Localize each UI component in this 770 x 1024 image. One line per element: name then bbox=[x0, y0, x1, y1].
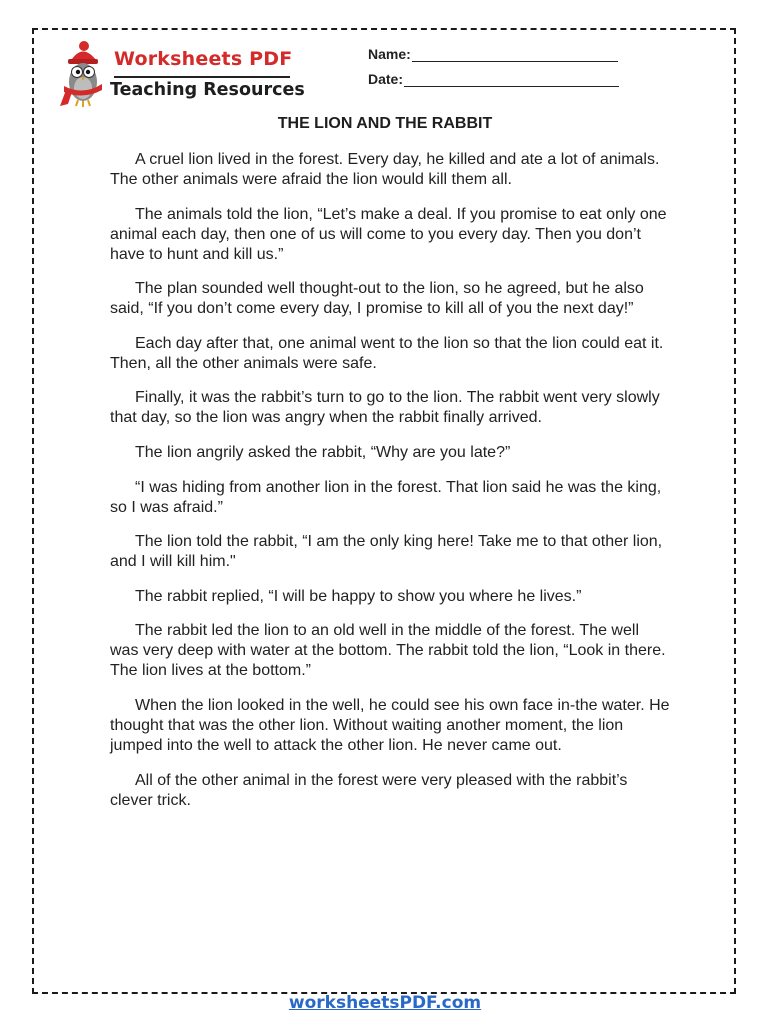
worksheets-pdf-logo[interactable] bbox=[58, 40, 305, 114]
name-blank-line[interactable] bbox=[412, 47, 618, 62]
story-paragraph: “I was hiding from another lion in the forest. That lion said he was the king, so I was afraid.” bbox=[110, 478, 662, 516]
story-paragraph: The animals told the lion, “Let’s make a deal. If you promise to eat only one animal each day, then one of us will come to you every day. Then you don’t have to hunt and kill us.” bbox=[110, 205, 667, 263]
date-blank-line[interactable] bbox=[404, 72, 619, 87]
name-label: Name: bbox=[368, 46, 411, 62]
date-field[interactable] bbox=[368, 71, 619, 87]
logo-title: Worksheets PDF bbox=[114, 48, 293, 70]
story-paragraph: The plan sounded well thought-out to the lion, so he agreed, but he also said, “If you don’t come every day, I promise to kill all of you the next day!” bbox=[110, 280, 644, 318]
footer-website-link[interactable]: worksheetsPDF.com bbox=[288, 993, 482, 1013]
story-paragraph: All of the other animal in the forest were very pleased with the rabbit’s clever trick. bbox=[110, 771, 628, 809]
story-paragraph: The lion told the rabbit, “I am the only king here! Take me to that other lion, and I will kill him." bbox=[110, 533, 663, 571]
story-title: THE LION AND THE RABBIT bbox=[277, 115, 493, 132]
story-paragraph: Each day after that, one animal went to the lion so that the lion could eat it. Then, all the other animals were safe. bbox=[110, 334, 664, 372]
logo-divider bbox=[114, 76, 290, 78]
story-paragraph: The lion angrily asked the rabbit, “Why are you late?” bbox=[135, 443, 511, 461]
owl-mascot-icon bbox=[58, 40, 110, 114]
story-paragraph: When the lion looked in the well, he could see his own face in-the water. He thought that was the other lion. Without waiting another moment, the lion jumped into the well to attack the other lion. He never came out. bbox=[110, 696, 670, 754]
story-paragraph: Finally, it was the rabbit’s turn to go to the lion. The rabbit went very slowly that day, so the lion was angry when the rabbit finally arrived. bbox=[110, 389, 660, 427]
name-field[interactable] bbox=[368, 46, 618, 62]
story-paragraph: The rabbit replied, “I will be happy to show you where he lives.” bbox=[135, 587, 582, 605]
date-label: Date: bbox=[368, 71, 404, 87]
story-body bbox=[110, 150, 670, 825]
logo-subtitle: Teaching Resources bbox=[110, 80, 305, 100]
story-paragraph: A cruel lion lived in the forest. Every day, he killed and ate a lot of animals. The other animals were afraid the lion would kill them all. bbox=[110, 151, 660, 188]
story-paragraph: The rabbit led the lion to an old well in the middle of the forest. The well was very deep with water at the bottom. The rabbit told the lion, “Look in there. The lion lives at the bottom.” bbox=[110, 622, 666, 680]
